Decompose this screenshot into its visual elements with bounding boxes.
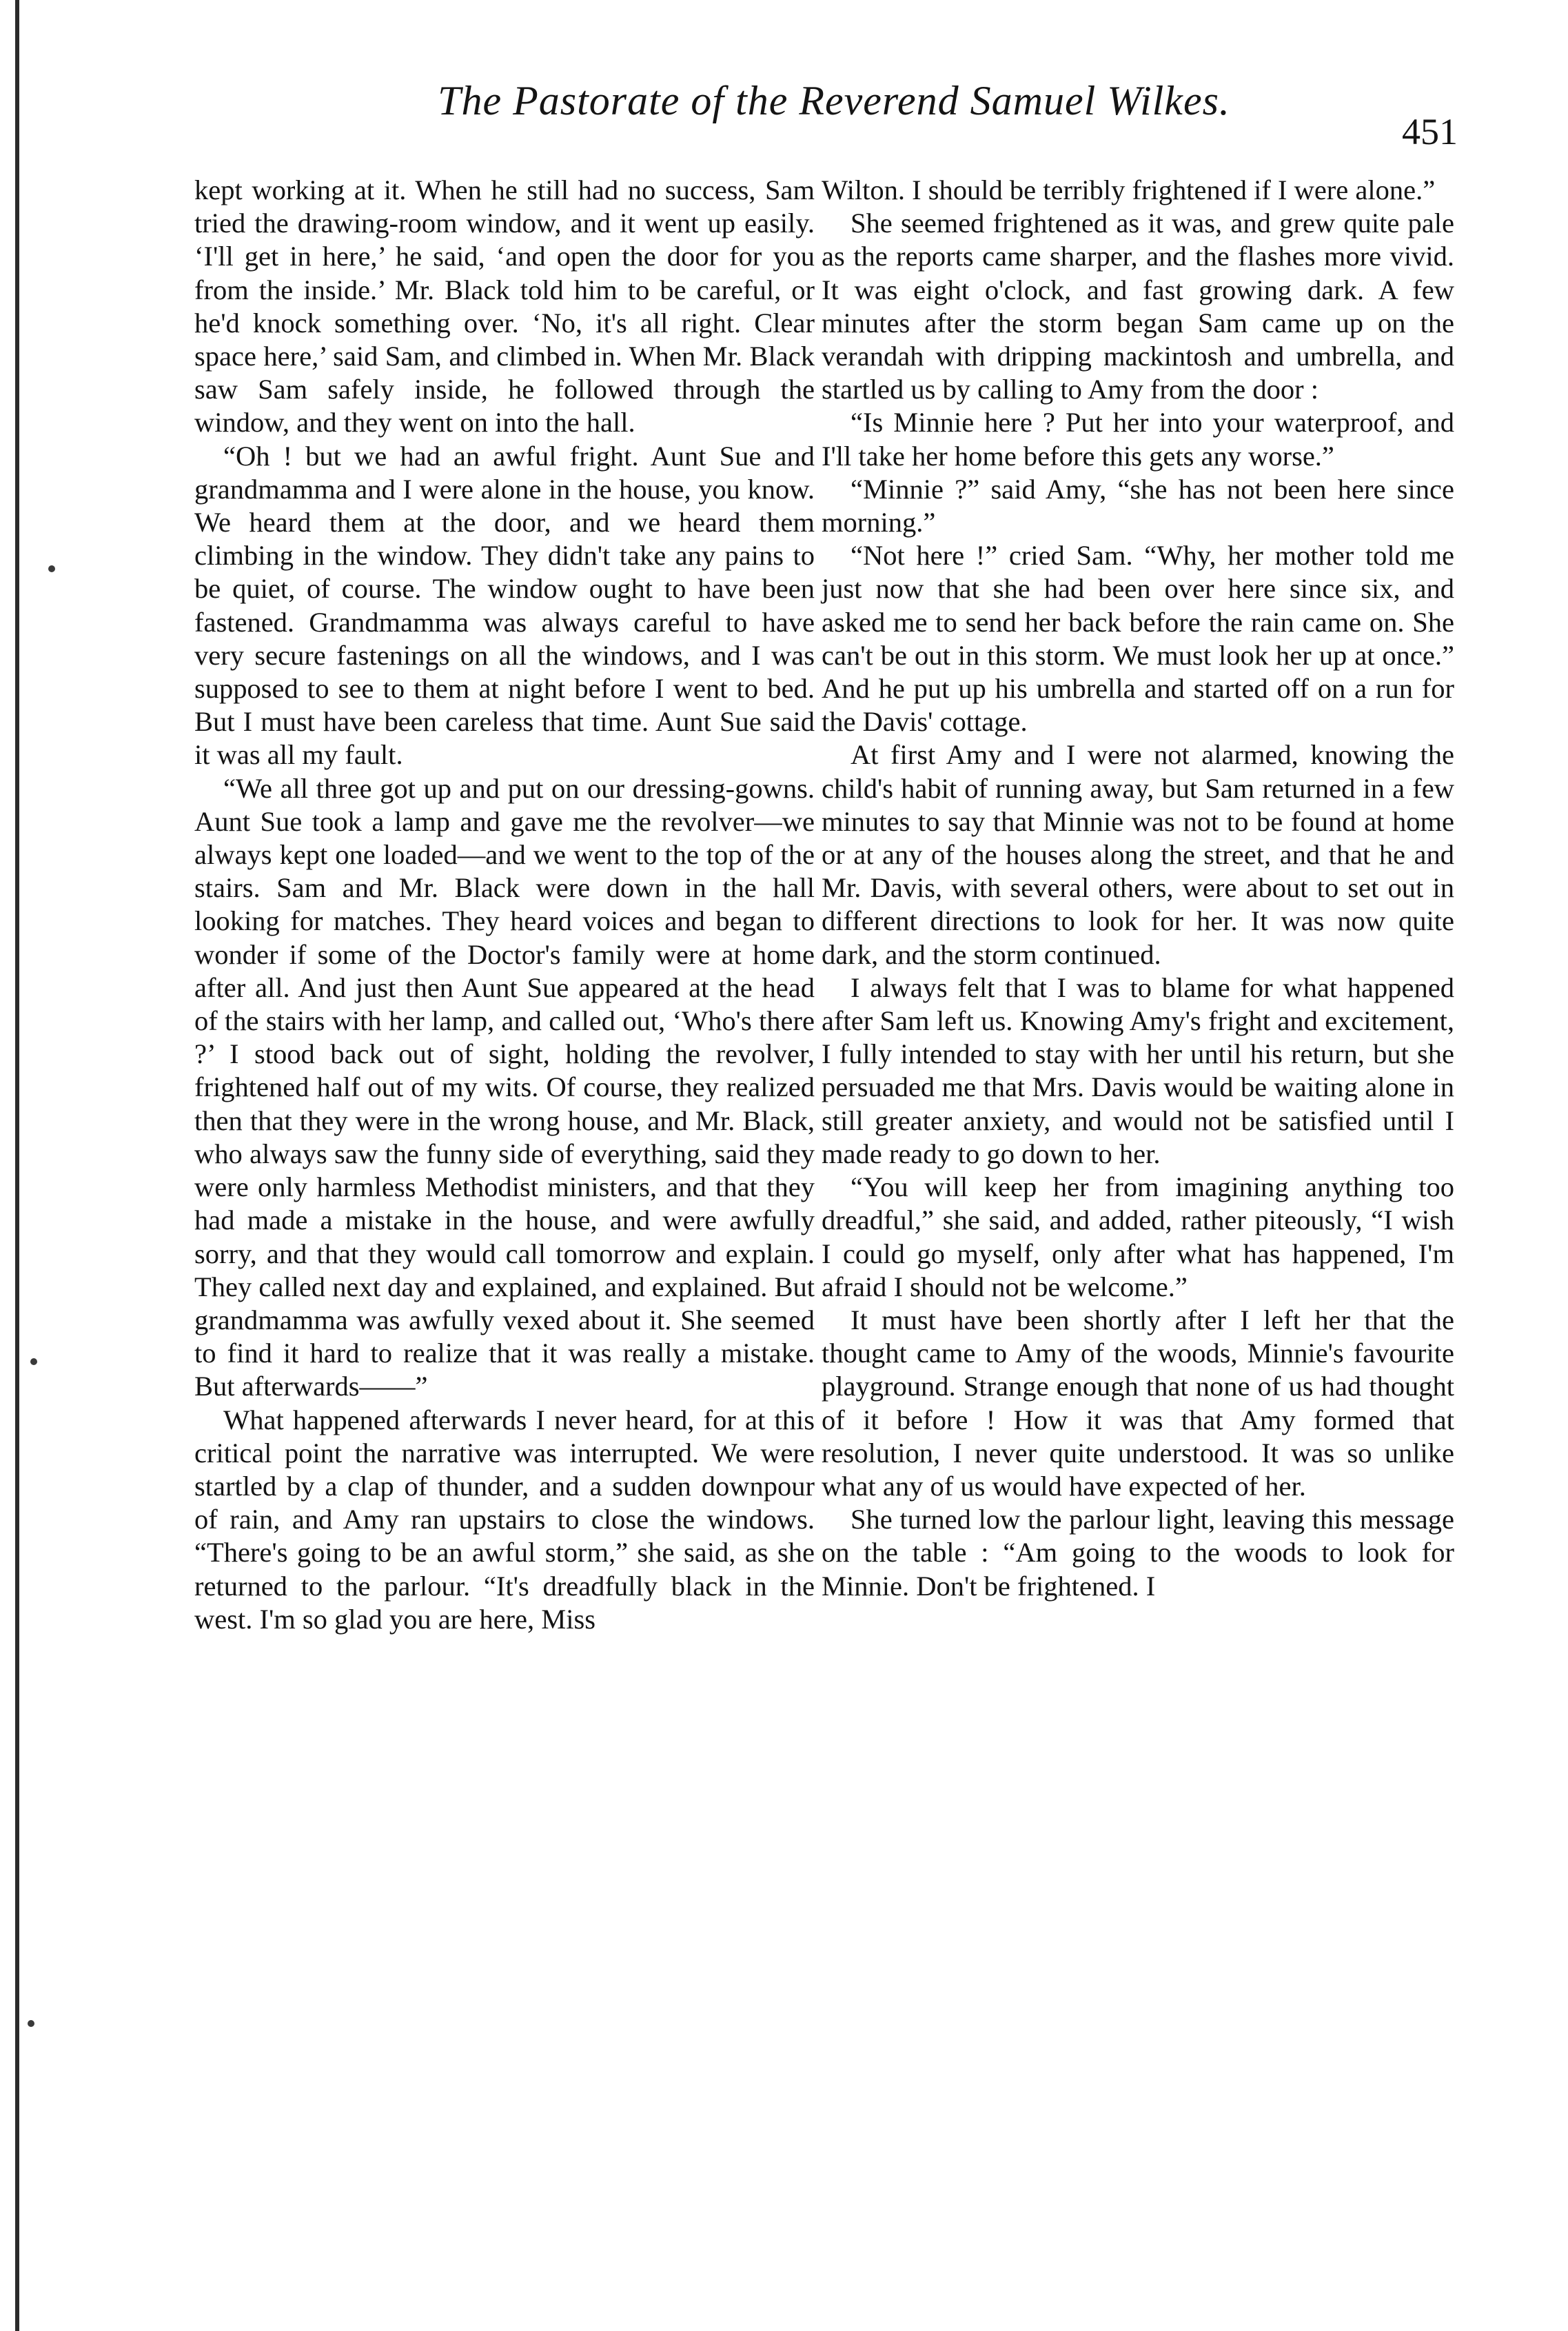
left-text-column: [194, 174, 815, 1636]
paragraph: “Oh ! but we had an awful fright. Aunt Sue and grandmamma and I were alone in the house, you know. We heard them at the door, and we heard them climbing in the window. They didn't take any pains to be quiet, of course. The window ought to have been fastened. Grandmamma was always careful to have very secure fastenings on all the windows, and I was supposed to see to them at night before I went to bed. But I must have been careless that time. Aunt Sue said it was all my fault.: [194, 440, 815, 771]
margin-speck: [48, 565, 55, 572]
page-number: 451: [1402, 111, 1458, 152]
paragraph: “We all three got up and put on our dressing-gowns. Aunt Sue took a lamp and gave me the revolver—we always kept one loaded—and we went to the top of the stairs. Sam and Mr. Black were down in the hall looking for matches. They heard voices and began to wonder if some of the Doctor's family were at home after all. And just then Aunt Sue appeared at the head of the stairs with her lamp, and called out, ‘Who's there ?’ I stood back out of sight, holding the revolver, frightened half out of my wits. Of course, they realized then that they were in the wrong house, and Mr. Black, who always saw the funny side of everything, said they were only harmless Methodist ministers, and that they had made a mistake in the house, and were awfully sorry, and that they would call tomorrow and explain. They called next day and explained, and explained. But grandmamma was awfully vexed about it. She seemed to find it hard to realize that it was really a mistake. But afterwards——”: [194, 772, 815, 1402]
paragraph: It must have been shortly after I left her that the thought came to Amy of the woods, Minnie's favourite playground. Strange enough that none of us had thought of it before ! How it was that Amy formed that resolution, I never quite understood. It was so unlike what any of us would have expected of her.: [822, 1304, 1454, 1502]
paragraph: She turned low the parlour light, leaving this message on the table : “Am going to the woods to look for Minnie. Don't be frightened. I: [822, 1504, 1454, 1602]
paragraph: Wilton. I should be terribly frightened if I were alone.”: [822, 174, 1436, 205]
paragraph: I always felt that I was to blame for what happened after Sam left us. Knowing Amy's fright and excitement, I fully intended to stay with her until his return, but she persuaded me that Mrs. Davis would be waiting alone in still greater anxiety, and would not be satisfied until I made ready to go down to her.: [822, 971, 1454, 1169]
page-binding-edge: [15, 0, 19, 2331]
paragraph: “You will keep her from imagining anything too dreadful,” she said, and added, rather piteously, “I wish I could go myself, only after what has happened, I'm afraid I should not be welcome.”: [822, 1171, 1454, 1302]
paragraph: She seemed frightened as it was, and grew quite pale as the reports came sharper, and the flashes more vivid. It was eight o'clock, and fast growing dark. A few minutes after the storm began Sam came up on the verandah with dripping mackintosh and umbrella, and startled us by calling to Amy from the door :: [822, 208, 1454, 405]
paragraph: “Is Minnie here ? Put her into your waterproof, and I'll take her home before this gets any worse.”: [822, 407, 1454, 472]
paragraph: “Minnie ?” said Amy, “she has not been here since morning.”: [822, 473, 1454, 538]
paragraph: “Not here !” cried Sam. “Why, her mother told me just now that she had been over here since six, and asked me to send her back before the rain came on. She can't be out in this storm. We must look her up at once.” And he put up his umbrella and started off on a run for the Davis' cottage.: [822, 540, 1454, 738]
margin-speck: [30, 1358, 37, 1365]
paragraph: kept working at it. When he still had no success, Sam tried the drawing-room window, and it went up easily. ‘I'll get in here,’ he said, ‘and open the door for you from the inside.’ Mr. Black told him to be careful, or he'd knock something over. ‘No, it's all right. Clear space here,’ said Sam, and climbed in. When Mr. Black saw Sam safely inside, he followed through the window, and they went on into the hall.: [194, 174, 815, 438]
running-title: The Pastorate of the Reverend Samuel Wilkes.: [438, 78, 1230, 123]
paragraph: What happened afterwards I never heard, for at this critical point the narrative was interrupted. We were startled by a clap of thunder, and a sudden downpour of rain, and Amy ran upstairs to close the windows. “There's going to be an awful storm,” she said, as she returned to the parlour. “It's dreadfully black in the west. I'm so glad you are here, Miss: [194, 1404, 815, 1635]
margin-speck: [28, 2020, 34, 2027]
right-text-column: [822, 174, 1454, 1603]
paragraph: At first Amy and I were not alarmed, knowing the child's habit of running away, but Sam returned in a few minutes to say that Minnie was not to be found at home or at any of the houses along the street, and that he and Mr. Davis, with several others, were about to set out in different directions to look for her. It was now quite dark, and the storm continued.: [822, 739, 1454, 970]
